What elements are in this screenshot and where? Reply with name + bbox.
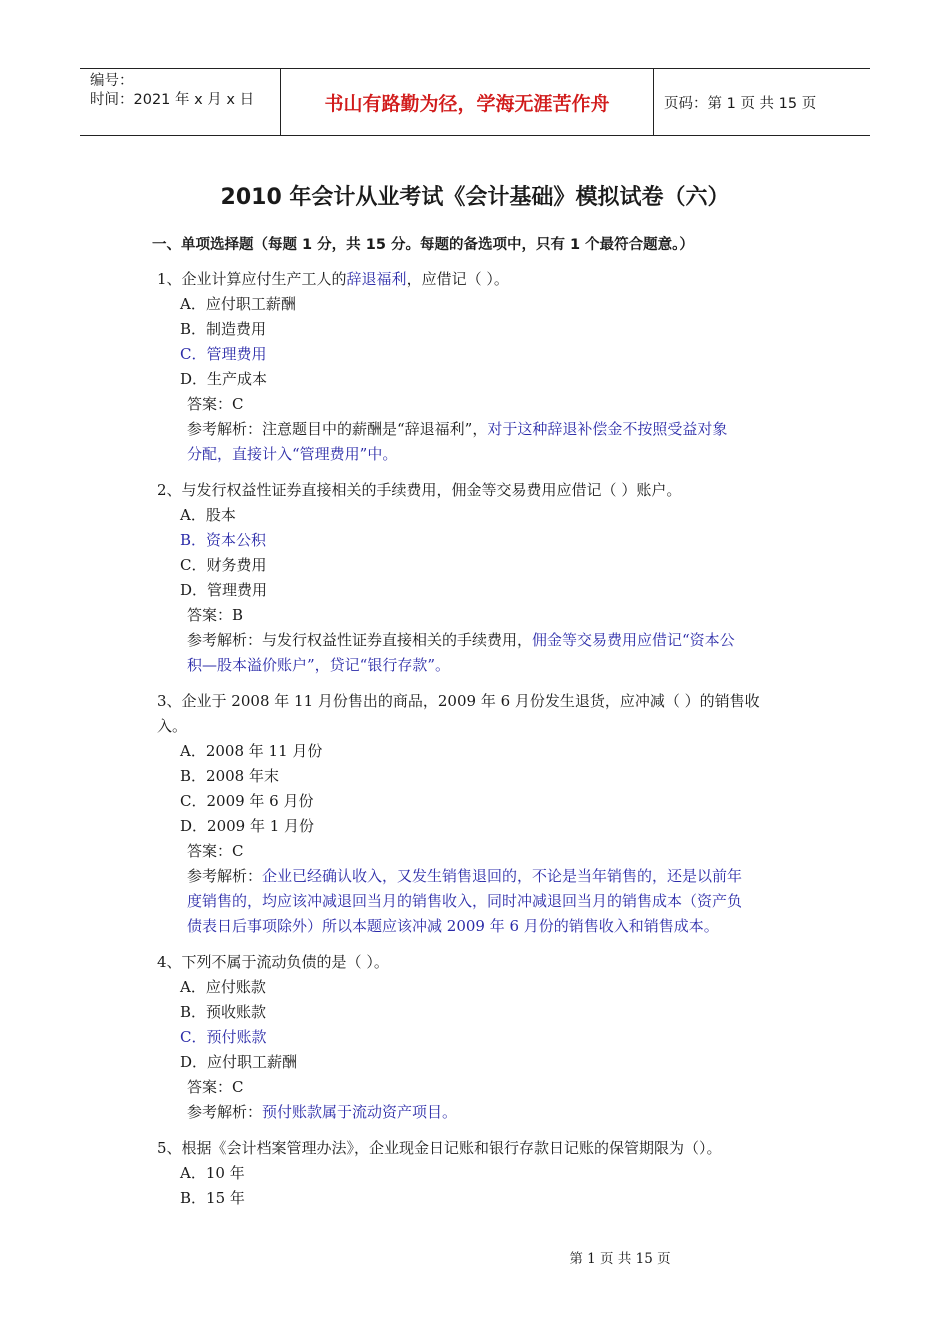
- option-b: B．预收账款: [180, 1003, 267, 1021]
- question-stem: 1、企业计算应付生产工人的辞退福利，应借记（ ）。: [157, 270, 509, 288]
- question-5: [157, 1136, 817, 1211]
- explanation: 参考解析：预付账款属于流动资产项目。: [187, 1103, 458, 1121]
- answer: 答案：C: [187, 842, 244, 860]
- document-title: 2010 年会计从业考试《会计基础》模拟试卷（六）: [220, 185, 730, 210]
- time-label: 时间：2021 年 x 月 x 日: [90, 92, 255, 108]
- option-b: B．15 年: [180, 1189, 245, 1207]
- option-c: C．预付账款: [180, 1028, 267, 1046]
- number-label: 编号：: [90, 73, 134, 89]
- question-4: [157, 950, 817, 1125]
- option-a: A．10 年: [180, 1164, 245, 1182]
- header-page-code: 页码：第 1 页 共 15 页: [664, 95, 817, 112]
- page-footer: 第 1 页 共 15 页: [569, 1251, 671, 1267]
- option-b: B．资本公积: [180, 531, 267, 549]
- option-a: A．2008 年 11 月份: [180, 742, 323, 760]
- option-c: C．管理费用: [180, 345, 267, 363]
- option-d: D．管理费用: [180, 581, 268, 599]
- option-b: B．制造费用: [180, 320, 267, 338]
- question-list: [157, 267, 817, 1222]
- question-stem: 2、与发行权益性证券直接相关的手续费用，佣金等交易费用应借记（ ）账户。: [157, 481, 682, 499]
- option-a: A．股本: [180, 506, 236, 524]
- option-d: D．应付职工薪酬: [180, 1053, 298, 1071]
- question-2: [157, 478, 817, 678]
- answer: 答案：C: [187, 395, 244, 413]
- explanation: 参考解析：企业已经确认收入，又发生销售退回的，不论是当年销售的，还是以前年 度销售的，均应该冲减退回当月的销售收入，同时冲减退回当月的销售成本（资产负 债表日后事项除外）所以本题应该冲减 2009 年 6 月份的销售收入和销售成本。: [187, 867, 743, 935]
- header-motto: 书山有路勤为径，学海无涯苦作舟: [281, 69, 654, 135]
- section-heading: 一、单项选择题（每题 1 分，共 15 分。每题的备选项中，只有 1 个最符合题意。）: [152, 237, 694, 253]
- option-c: C．2009 年 6 月份: [180, 792, 314, 810]
- explanation: 参考解析：注意题目中的薪酬是“辞退福利”，对于这种辞退补偿金不按照受益对象 分配，直接计入“管理费用”中。: [187, 420, 728, 463]
- answer: 答案：C: [187, 1078, 244, 1096]
- question-1: [157, 267, 817, 467]
- option-a: A．应付职工薪酬: [180, 295, 296, 313]
- option-d: D．生产成本: [180, 370, 268, 388]
- question-3: [157, 689, 817, 939]
- question-stem: 5、根据《会计档案管理办法》，企业现金日记账和银行存款日记账的保管期限为（）。: [157, 1139, 722, 1157]
- explanation: 参考解析：与发行权益性证券直接相关的手续费用，佣金等交易费用应借记“资本公 积—股本溢价账户”，贷记“银行存款”。: [187, 631, 735, 674]
- option-a: A．应付账款: [180, 978, 266, 996]
- option-b: B．2008 年末: [180, 767, 279, 785]
- page-header: [80, 68, 870, 136]
- option-c: C．财务费用: [180, 556, 267, 574]
- question-stem: 4、下列不属于流动负债的是（ ）。: [157, 953, 389, 971]
- answer: 答案：B: [187, 606, 244, 624]
- question-stem: 3、企业于 2008 年 11 月份售出的商品，2009 年 6 月份发生退货，应冲减（ ）的销售收 入。: [157, 692, 760, 735]
- option-d: D．2009 年 1 月份: [180, 817, 315, 835]
- header-meta: [80, 69, 281, 135]
